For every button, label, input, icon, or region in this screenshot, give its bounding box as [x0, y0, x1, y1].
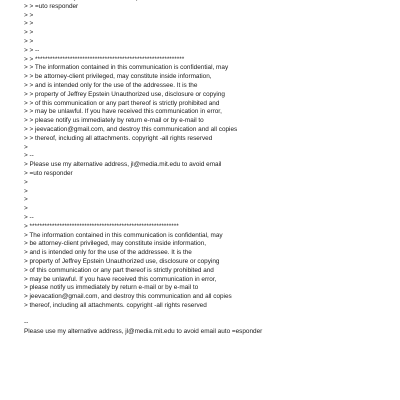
email-text-line: > of this communication or any part thereof is strictly prohibited and: [24, 266, 214, 274]
email-text-line: > ************************************************************: [24, 222, 179, 230]
quoted-email-text: [24, 0, 394, 311]
email-text-line: > > please notify us immediately by return e-mail or by e-mail to: [24, 117, 204, 125]
email-text-line: >: [24, 187, 28, 195]
email-text-line: > >: [24, 29, 34, 37]
email-text-line: > --: [24, 152, 34, 160]
email-text-line: > may be unlawful. If you have received this communication in error,: [24, 275, 217, 283]
email-text-line: > and is intended only for the use of the addressee. It is the: [24, 249, 192, 257]
email-text-line: > jeevacation@gmail.com, and destroy this communication and all copies: [24, 293, 232, 301]
email-text-line: > property of Jeffrey Epstein Unauthorized use, disclosure or copying: [24, 257, 220, 265]
email-text-line: > > be attorney-client privileged, may constitute inside information,: [24, 73, 212, 81]
email-text-line: > > =uto responder: [24, 2, 79, 10]
email-text-line: > >: [24, 37, 34, 45]
email-text-line: > > The information contained in this communication is confidential, may: [24, 64, 229, 72]
email-text-line: >: [24, 196, 28, 204]
email-text-line: >: [24, 178, 28, 186]
signature-line: --: [24, 319, 29, 326]
email-text-line: > > property of Jeffrey Epstein Unauthorized use, disclosure or copying: [24, 90, 225, 98]
email-text-line: > please notify us immediately by return e-mail or by e-mail to: [24, 284, 199, 292]
email-text-line: > Please use my alternative address, jl@media.mit.edu to avoid email: [24, 161, 222, 169]
email-text-line: > >: [24, 11, 34, 19]
email-signature: [24, 319, 394, 337]
email-text-line: > > thereof, including all attachments. copyright -all rights reserved: [24, 134, 213, 142]
email-text-line: > thereof, including all attachments. copyright -all rights reserved: [24, 301, 207, 309]
email-text-line: >: [24, 205, 28, 213]
email-text-line: > > ************************************************************: [24, 55, 185, 63]
email-text-line: > =uto responder: [24, 169, 73, 177]
email-text-line: >: [24, 143, 28, 151]
email-text-line: > be attorney-client privileged, may constitute inside information,: [24, 240, 207, 248]
email-text-line: > > --: [24, 46, 40, 54]
email-text-line: > > jeevacation@gmail.com, and destroy this communication and all copies: [24, 125, 238, 133]
email-text-line: > The information contained in this communication is confidential, may: [24, 231, 223, 239]
email-text-line: > > of this communication or any part thereof is strictly prohibited and: [24, 99, 220, 107]
email-text-line: > > may be unlawful. If you have received this communication in error,: [24, 108, 222, 116]
email-text-line: > --: [24, 213, 34, 221]
email-text-line: > > and is intended only for the use of the addressee. It is the: [24, 81, 198, 89]
email-text-line: > >: [24, 20, 34, 28]
signature-line: Please use my alternative address, jl@media.mit.edu to avoid email auto =esponder: [24, 327, 263, 335]
